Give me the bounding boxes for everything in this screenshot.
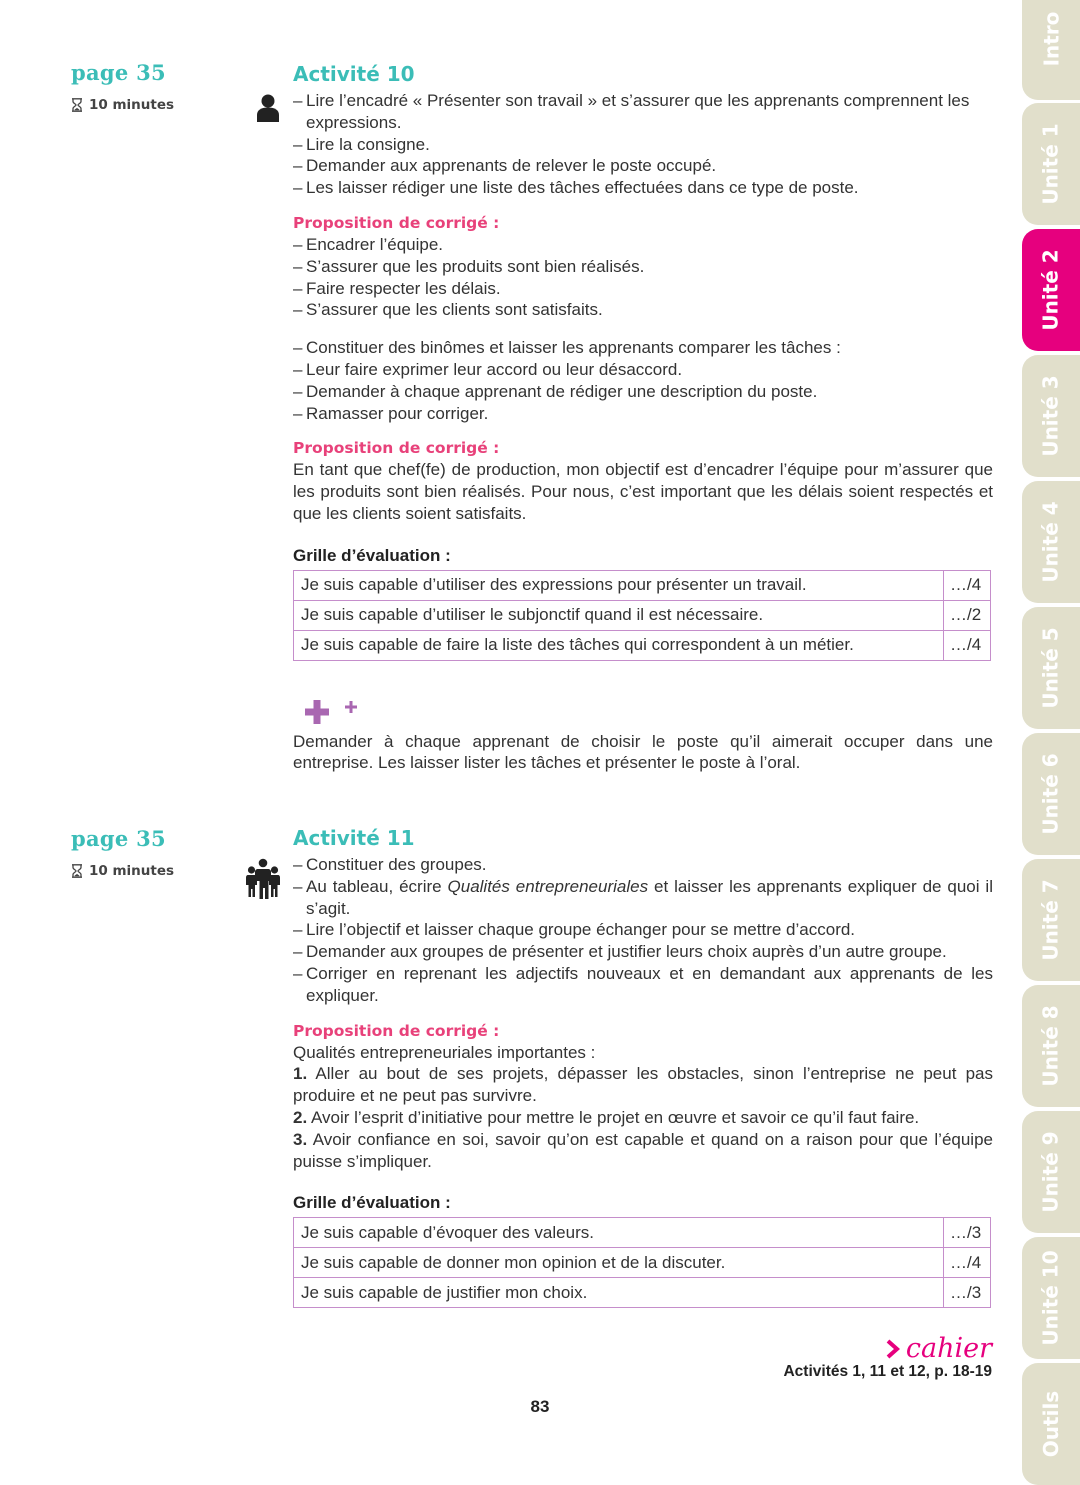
hourglass-icon (71, 98, 83, 112)
group-icon (246, 858, 280, 900)
unit-sidebar (1022, 0, 1080, 1465)
correction-title: Proposition de corrigé : (293, 439, 500, 458)
italic-term: Qualités entrepreneuriales (447, 876, 649, 896)
list-item: – Demander aux groupes de présenter et justifier leurs choix auprès d’un autre groupe. (293, 941, 993, 963)
table-row (294, 1218, 991, 1248)
duration-label: 10 minutes (89, 863, 175, 879)
tab-label: Unité 5 (1039, 627, 1063, 709)
list-item: – Encadrer l’équipe. (293, 234, 993, 256)
evaluation-grid-title: Grille d’évaluation : (293, 545, 451, 565)
tab-unite-2[interactable] (1022, 229, 1080, 351)
correction-title: Proposition de corrigé : (293, 1021, 500, 1040)
point-text: Aller au bout de ses projets, dépasser les obstacles, sinon l’entreprise ne peut pas produire et ne peut pas survivre. (293, 1064, 993, 1106)
tab-label: Intro (1039, 11, 1063, 67)
tab-unite-6[interactable] (1022, 733, 1080, 855)
tab-outils[interactable] (1022, 1363, 1080, 1485)
tab-label: Unité 1 (1039, 123, 1063, 205)
correction-point (293, 1129, 993, 1173)
tab-unite-7[interactable] (1022, 859, 1080, 981)
list-item: – Constituer des groupes. (293, 854, 993, 876)
correction-intro: Qualités entrepreneuriales importantes : (293, 1042, 596, 1062)
list-item-start: Au tableau, écrire (306, 876, 442, 896)
tab-unite-10[interactable] (1022, 1237, 1080, 1359)
small-plus-icon (345, 701, 357, 713)
list-item: – Faire respecter les délais. (293, 278, 993, 300)
grid-criterion: Je suis capable d’évoquer des valeurs. (294, 1218, 944, 1248)
tab-label: Unité 8 (1039, 1005, 1063, 1087)
list-item: – Lire l’objectif et laisser chaque groupe échanger pour se mettre d’accord. (293, 919, 993, 941)
extension-paragraph: Demander à chaque apprenant de choisir le poste qu’il aimerait occuper dans une entreprise. Les laisser lister les tâches et présenter le poste à l’oral. (293, 731, 993, 773)
point-text: Avoir confiance en soi, savoir qu’on est capable et quand on a raison pour que l’équipe puisse s’impliquer. (293, 1129, 993, 1171)
list-item: – Les laisser rédiger une liste des tâches effectuées dans ce type de poste. (293, 177, 993, 199)
list-item: – S’assurer que les clients sont satisfaits. (293, 299, 993, 321)
page-reference-1: page 35 (71, 60, 166, 85)
cahier-link (886, 1333, 992, 1364)
correction-point (293, 1063, 993, 1107)
grid-score: …/4 (944, 630, 991, 660)
table-row (294, 570, 991, 600)
extension-marker (293, 695, 993, 729)
point-text: Avoir l’esprit d’initiative pour mettre le projet en œuvre et savoir ce qu’il faut faire. (310, 1107, 920, 1127)
evaluation-grid (293, 570, 991, 661)
list-item-rest: et laisser les apprenants expliquer de quoi il s’agit. (306, 876, 993, 918)
activity-title: Activité 10 (293, 62, 415, 86)
tab-unite-9[interactable] (1022, 1111, 1080, 1233)
table-row (294, 1278, 991, 1308)
page-reference-2: page 35 (71, 826, 166, 851)
instruction-list-2 (293, 337, 993, 424)
point-number: 3. (293, 1129, 308, 1149)
duration-label: 10 minutes (89, 97, 175, 113)
point-number: 1. (293, 1064, 308, 1084)
duration-2 (71, 863, 174, 879)
grid-criterion: Je suis capable de justifier mon choix. (294, 1278, 944, 1308)
grid-criterion: Je suis capable de faire la liste des tâches qui correspondent à un métier. (294, 630, 944, 660)
tab-intro[interactable] (1022, 0, 1080, 100)
grid-criterion: Je suis capable d’utiliser le subjonctif quand il est nécessaire. (294, 600, 944, 630)
tab-label: Outils (1039, 1390, 1064, 1458)
correction-title: Proposition de corrigé : (293, 213, 500, 232)
activity-10 (293, 62, 993, 774)
tab-label: Unité 6 (1039, 753, 1063, 835)
point-number: 2. (293, 1107, 308, 1127)
list-item: – Constituer des binômes et laisser les apprenants comparer les tâches : (293, 337, 993, 359)
instruction-list (293, 854, 993, 1007)
list-item (293, 876, 993, 920)
tab-label: Unité 7 (1039, 879, 1063, 961)
grid-score: …/4 (944, 570, 991, 600)
tab-unite-4[interactable] (1022, 481, 1080, 603)
grid-score: …/2 (944, 600, 991, 630)
grid-criterion: Je suis capable de donner mon opinion et de la discuter. (294, 1248, 944, 1278)
evaluation-grid-title: Grille d’évaluation : (293, 1193, 451, 1213)
tab-unite-3[interactable] (1022, 355, 1080, 477)
activity-11 (293, 826, 993, 1308)
tab-label: Unité 4 (1039, 501, 1063, 583)
list-item: – Lire la consigne. (293, 134, 993, 156)
list-item: – Leur faire exprimer leur accord ou leur désaccord. (293, 359, 993, 381)
tab-unite-5[interactable] (1022, 607, 1080, 729)
evaluation-grid (293, 1217, 991, 1308)
tab-unite-8[interactable] (1022, 985, 1080, 1107)
correction-point (293, 1107, 993, 1129)
correction-paragraph: En tant que chef(fe) de production, mon objectif est d’encadrer l’équipe pour m’assurer que les produits sont bien réalisés. Pour nous, c’est important que les délais soient respectés et que les clients soient satisfaits. (293, 460, 993, 523)
duration-1 (71, 97, 174, 113)
chevron-right-icon (886, 1339, 900, 1359)
cahier-label: cahier (905, 1333, 992, 1364)
list-item: – Demander à chaque apprenant de rédiger une description du poste. (293, 381, 993, 403)
tab-unite-1[interactable] (1022, 103, 1080, 225)
instruction-list (293, 90, 993, 199)
table-row (294, 630, 991, 660)
cahier-reference: Activités 1, 11 et 12, p. 18-19 (783, 1363, 992, 1380)
tab-label: Unité 3 (1039, 375, 1063, 457)
table-row (294, 600, 991, 630)
tab-label: Unité 2 (1039, 249, 1063, 331)
page-number: 83 (530, 1397, 550, 1416)
tab-label: Unité 9 (1039, 1131, 1063, 1213)
tab-label: Unité 10 (1039, 1250, 1064, 1346)
table-row (294, 1248, 991, 1278)
list-item: – Ramasser pour corriger. (293, 403, 993, 425)
list-item: – S’assurer que les produits sont bien réalisés. (293, 256, 993, 278)
person-icon (256, 93, 280, 123)
grid-score: …/3 (944, 1218, 991, 1248)
activity-title: Activité 11 (293, 826, 415, 850)
grid-score: …/3 (944, 1278, 991, 1308)
list-item: – Demander aux apprenants de relever le poste occupé. (293, 155, 993, 177)
grid-criterion: Je suis capable d’utiliser des expressions pour présenter un travail. (294, 570, 944, 600)
correction-list (293, 234, 993, 321)
list-item: – Corriger en reprenant les adjectifs nouveaux et en demandant aux apprenants de les expliquer. (293, 963, 993, 1007)
hourglass-icon (71, 864, 83, 878)
list-item: – Lire l’encadré « Présenter son travail » et s’assurer que les apprenants comprennent les expressions. (293, 90, 993, 134)
plus-icon (305, 700, 329, 724)
grid-score: …/4 (944, 1248, 991, 1278)
